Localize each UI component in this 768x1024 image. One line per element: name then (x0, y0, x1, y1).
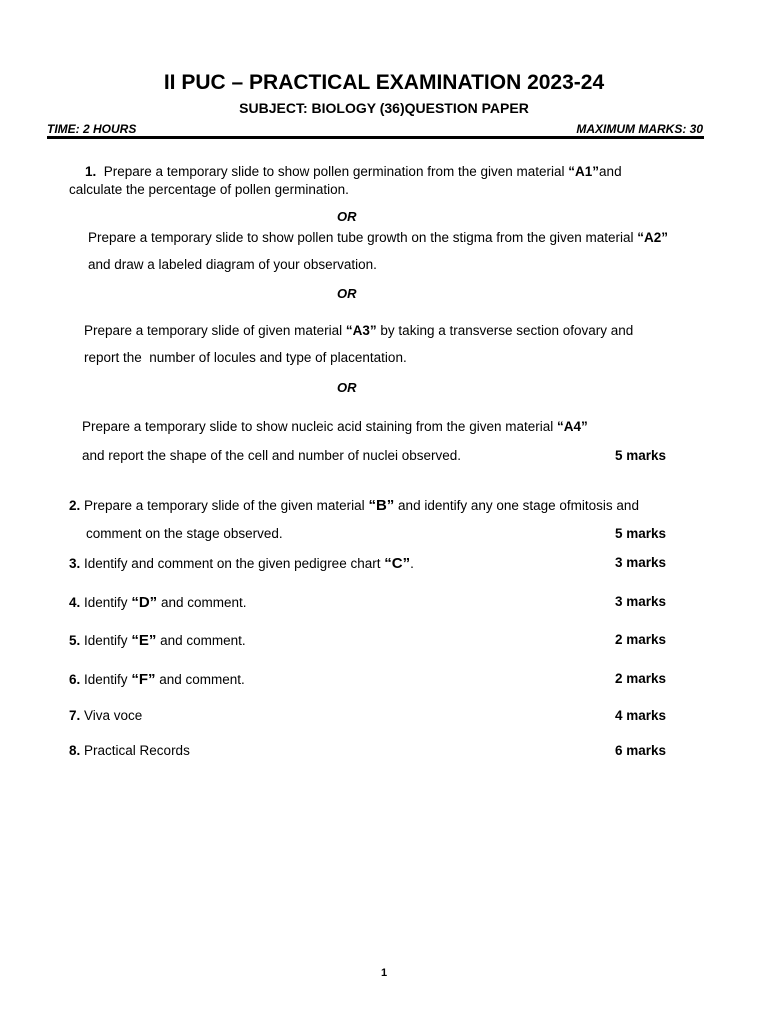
q6-text-part1: Identify (84, 672, 128, 687)
max-marks-label: MAXIMUM MARKS: 30 (576, 122, 703, 136)
q2-number: 2. (69, 498, 81, 513)
q1-material-a4: “A4” (557, 419, 588, 434)
q1-marks: 5 marks (615, 448, 667, 463)
q1-alt-a4-line2: and report the shape of the cell and number of nuclei observed. (82, 448, 461, 463)
q3-marks: 3 marks (615, 555, 667, 570)
q3-line (69, 555, 414, 572)
q1-alt-a3-line2: report the number of locules and type of placentation. (84, 350, 407, 365)
or-label-1: OR (337, 209, 357, 224)
q1-alt-a2-text: Prepare a temporary slide to show pollen tube growth on the stigma from the given material (88, 230, 634, 245)
q8-number: 8. (69, 743, 81, 758)
q6-number: 6. (69, 672, 81, 687)
q1-alt-a3-line1 (84, 323, 633, 338)
q1-alt-a3-text1: Prepare a temporary slide of given material (84, 323, 343, 338)
q5-text-part1: Identify (84, 633, 128, 648)
paper-subtitle: SUBJECT: BIOLOGY (36)QUESTION PAPER (239, 100, 529, 116)
q4-marks: 3 marks (615, 594, 667, 609)
q1-text-part1: Prepare a temporary slide to show pollen germination from the given material (103, 164, 565, 179)
q1-alt-a2-line1 (88, 230, 668, 245)
q7-number: 7. (69, 708, 81, 723)
q8-marks: 6 marks (615, 743, 667, 758)
q2-line2: comment on the stage observed. (86, 526, 283, 541)
q4-text-part1: Identify (84, 595, 128, 610)
paper-title: II PUC – PRACTICAL EXAMINATION 2023-24 (163, 71, 605, 94)
q2-material-b: “B” (368, 497, 395, 514)
q6-text-part2: and comment. (159, 672, 245, 687)
q2-marks: 5 marks (615, 526, 667, 541)
q4-line (69, 594, 246, 611)
header-rule (47, 136, 704, 139)
q7-marks: 4 marks (615, 708, 667, 723)
q5-material-e: “E” (131, 632, 157, 649)
q6-material-f: “F” (131, 671, 156, 688)
q1-material-a1: “A1” (568, 164, 600, 179)
q6-marks: 2 marks (615, 671, 667, 686)
q8-line (69, 743, 190, 758)
q1-line2: calculate the percentage of pollen germination. (69, 182, 349, 197)
q4-material-d: “D” (131, 594, 158, 611)
q5-line (69, 632, 246, 649)
q1-number: 1. (85, 164, 97, 179)
q7-line (69, 708, 142, 723)
q1-alt-a3-text2: by taking a transverse section ofovary and (380, 323, 634, 338)
or-label-3: OR (337, 380, 357, 395)
page-number: 1 (380, 967, 388, 979)
q8-text: Practical Records (84, 743, 190, 758)
or-label-2: OR (337, 286, 357, 301)
q2-text-part2: and identify any one stage ofmitosis and (398, 498, 639, 513)
time-label: TIME: 2 HOURS (47, 122, 137, 136)
q1-alt-a4-line1 (82, 419, 588, 434)
q3-text-part2: . (410, 556, 414, 571)
q3-text-part1: Identify and comment on the given pedigree chart (84, 556, 381, 571)
q1-material-a2: “A2” (637, 230, 669, 245)
q2-line1 (69, 497, 639, 514)
q6-line (69, 671, 245, 688)
q7-text: Viva voce (84, 708, 143, 723)
q1-alt-a4-text: Prepare a temporary slide to show nucleic acid staining from the given material (82, 419, 554, 434)
q5-number: 5. (69, 633, 81, 648)
q1-material-a3: “A3” (345, 323, 377, 338)
q3-material-c: “C” (384, 555, 411, 572)
q1-line1 (85, 164, 622, 179)
q1-text-part2: and (599, 164, 622, 179)
q5-marks: 2 marks (615, 632, 667, 647)
q2-text-part1: Prepare a temporary slide of the given material (84, 498, 365, 513)
q5-text-part2: and comment. (160, 633, 246, 648)
q4-number: 4. (69, 595, 81, 610)
q4-text-part2: and comment. (160, 595, 247, 610)
q1-alt-a2-line2: and draw a labeled diagram of your observation. (88, 257, 377, 272)
q3-number: 3. (69, 556, 81, 571)
